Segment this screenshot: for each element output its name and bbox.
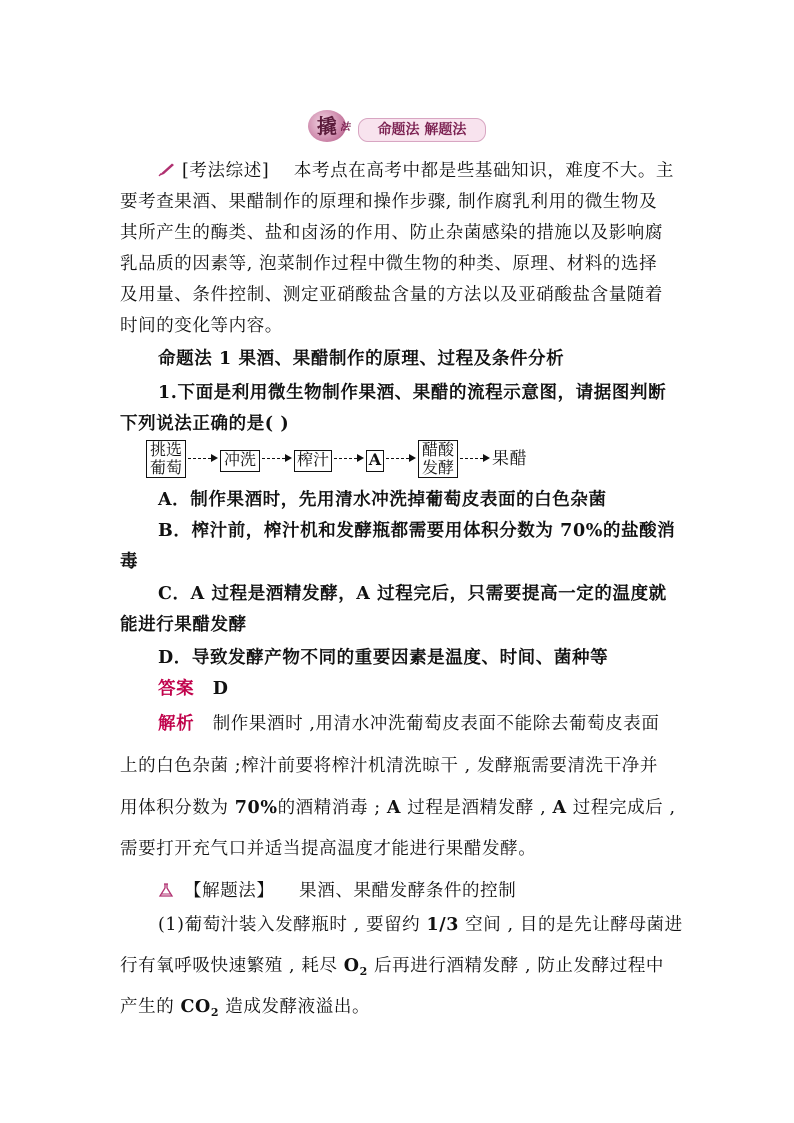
option-d: D．导致发酵产物不同的重要因素是温度、时间、菌种等 — [158, 648, 609, 668]
overview-line-4: 乳品质的因素等, 泡菜制作过程中微生物的种类、原理、材料的选择 — [120, 254, 658, 274]
analysis-line-3 — [120, 797, 676, 819]
section-heading: 命题法 1 果酒、果醋制作的原理、过程及条件分析 — [158, 349, 565, 369]
analysis-line-1 — [158, 713, 659, 735]
overview-line-3: 其所产生的酶类、盐和卤汤的作用、防止杂菌感染的措施以及影响腐 — [120, 223, 663, 243]
method-fraction: 1/3 — [426, 915, 459, 935]
banner-title: 命题法 解题法 — [358, 118, 486, 142]
badge-glyph: 撬 — [317, 114, 337, 138]
option-b-line2: 毒 — [120, 552, 139, 572]
pen-icon — [158, 163, 176, 177]
flow-box-acetic-fermentation — [418, 440, 458, 478]
analysis-label: 解析 — [158, 714, 195, 734]
analysis-a-1: A — [386, 798, 402, 818]
method-paragraph-1 — [158, 914, 683, 936]
flow-step5-line2: 发酵 — [421, 458, 454, 477]
analysis-line-4: 需要打开充气口并适当提高温度才能进行果醋发酵。 — [120, 839, 537, 859]
flow-arrow-2 — [262, 458, 290, 460]
method-heading — [158, 880, 516, 902]
analysis-line-2: 上的白色杂菌 ;榨汁前要将榨汁机清洗晾干 , 发酵瓶需要清洗干净并 — [120, 756, 658, 776]
flow-box-select-grapes — [146, 440, 186, 478]
flow-box-a: A — [366, 450, 384, 472]
answer-line — [158, 678, 228, 700]
oxygen-subscript: 2 — [359, 965, 368, 978]
flow-step1-line1: 挑选 — [149, 440, 182, 459]
flow-step5-line1: 醋酸 — [421, 440, 454, 459]
analysis-text-3b: 的酒精消毒 ; — [277, 798, 387, 818]
flow-step1-line2: 葡萄 — [149, 458, 182, 477]
question-stem-2: 下列说法正确的是( ) — [120, 414, 290, 434]
analysis-text-1: 制作果酒时 ,用清水冲洗葡萄皮表面不能除去葡萄皮表面 — [212, 714, 660, 734]
section-banner — [308, 108, 488, 144]
oxygen-symbol: O — [343, 956, 360, 976]
method-text-3a: 产生的 — [120, 997, 181, 1017]
overview-line-2: 要考查果酒、果醋制作的原理和操作步骤, 制作腐乳利用的微生物及 — [120, 192, 658, 212]
method-label: 【解题法】 — [184, 881, 275, 901]
overview-line-1 — [158, 160, 674, 182]
badge-subtext: 法 — [340, 122, 350, 133]
overview-line-6: 时间的变化等内容。 — [120, 316, 283, 336]
co2-symbol: CO — [180, 997, 211, 1017]
co2-subscript: 2 — [210, 1006, 220, 1019]
question-stem-1: 1.下面是利用微生物制作果酒、果醋的流程示意图，请据图判断 — [158, 383, 667, 403]
flask-icon — [158, 883, 174, 897]
method-text-2a: 行有氧呼吸快速繁殖 , 耗尽 — [120, 956, 344, 976]
method-paragraph-3 — [120, 996, 370, 1018]
method-text-1a: (1)葡萄汁装入发酵瓶时 , 要留约 — [158, 915, 427, 935]
flow-arrow-4 — [386, 458, 414, 460]
flow-arrow-1 — [188, 458, 216, 460]
flow-box-wash: 冲洗 — [220, 450, 260, 472]
flow-result: 果醋 — [492, 449, 528, 469]
method-text-1b: 空间 , 目的是先让酵母菌进 — [459, 915, 683, 935]
option-b-line1: B．榨汁前，榨汁机和发酵瓶都需要用体积分数为 70%的盐酸消 — [158, 521, 676, 541]
option-a: A．制作果酒时，先用清水冲洗掉葡萄皮表面的白色杂菌 — [158, 490, 607, 510]
option-c-line1: C．A 过程是酒精发酵，A 过程完后，只需要提高一定的温度就 — [158, 584, 667, 604]
co2-formula — [180, 997, 219, 1017]
overview-text-1: 本考点在高考中都是些基础知识，难度不大。主 — [293, 161, 675, 181]
flow-arrow-3 — [334, 458, 362, 460]
method-title: 果酒、果醋发酵条件的控制 — [299, 881, 517, 901]
analysis-text-3d: 过程完成后 , — [566, 798, 676, 818]
analysis-text-3a: 用体积分数为 — [120, 798, 235, 818]
method-text-2b: 后再进行酒精发酵 , 防止发酵过程中 — [367, 956, 665, 976]
flow-box-juice: 榨汁 — [294, 450, 332, 472]
analysis-text-3c: 过程是酒精发酵 , — [401, 798, 553, 818]
flow-arrow-5 — [460, 458, 488, 460]
method-text-3b: 造成发酵液溢出。 — [219, 997, 371, 1017]
option-c-line2: 能进行果醋发酵 — [120, 615, 247, 635]
answer-value: D — [212, 679, 229, 699]
oxygen-formula — [344, 956, 368, 976]
analysis-a-2: A — [552, 798, 567, 818]
method-paragraph-2 — [120, 955, 664, 977]
analysis-percent: 70% — [234, 798, 278, 818]
answer-label: 答案 — [158, 679, 195, 699]
overview-line-5: 及用量、条件控制、测定亚硝酸盐含量的方法以及亚硝酸盐含量随着 — [120, 285, 663, 305]
overview-label: [考法综述] — [182, 161, 270, 181]
